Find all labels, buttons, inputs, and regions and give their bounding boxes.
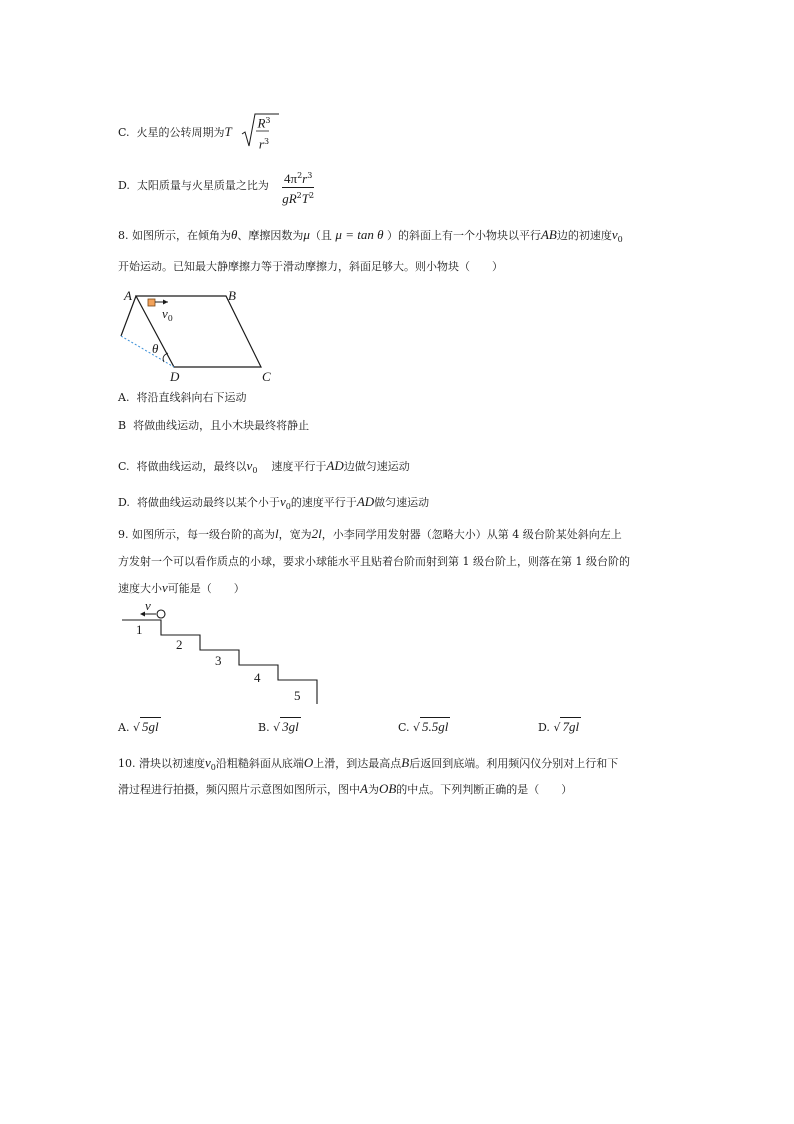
q8-stem-line2: 开始运动。已知最大静摩擦力等于滑动摩擦力，斜面足够大。则小物块（ ） <box>118 260 503 273</box>
q8-label-d: D <box>170 369 180 384</box>
q7-c-fraction: $R^3$ $r^3$ <box>257 115 271 152</box>
q7-option-d: D. 太阳质量与火星质量之比为 <box>118 179 269 192</box>
q7-option-c: C. 火星的公转周期为T <box>118 124 232 139</box>
q7-d-fraction: $4\pi^2r^3$ $gR^2T^2$ <box>282 168 314 207</box>
q8-label-v0: $v_0$ <box>162 306 173 324</box>
q8-option-a: A. 将沿直线斜向右下运动 <box>118 391 247 404</box>
q8-option-d: D. 将做曲线运动最终以某个小于$v_0$的速度平行于AD做匀速运动 <box>118 494 430 512</box>
q8-option-b: B 将做曲线运动，且小木块最终将静止 <box>118 419 310 432</box>
q9-label-v: v <box>145 598 151 613</box>
q10-stem-line2: 滑过程进行拍摄，频闪照片示意图如图所示，图中A为OB的中点。下列判断正确的是（ ） <box>118 781 573 796</box>
q8-option-c: C. 将做曲线运动，最终以$v_0$ 速度平行于AD边做匀速运动 <box>118 458 410 476</box>
q8-label-b: B <box>228 288 236 303</box>
q9-option-d: D. √ 7gl <box>538 719 580 734</box>
q9-stem-line2: 方发射一个可以看作质点的小球，要求小球能水平且贴着台阶而射到第 1 级台阶上，则落在第 1 级台阶的 <box>118 555 630 568</box>
q8-label-c: C <box>262 369 271 384</box>
q8-label-a: A <box>124 288 132 303</box>
q8-stem-line1: 8. 如图所示，在倾角为θ、摩擦因数为μ（且 μ = tan θ ）的斜面上有一个小物块以平行AB边的初速度$v_0$ <box>118 227 623 245</box>
q9-option-c: C. √ 5.5gl <box>398 719 449 734</box>
q9-option-a: A. √ 5gl <box>118 719 159 734</box>
q9-step-2: 2 <box>176 637 183 652</box>
q8-label-theta: θ <box>152 341 159 356</box>
q9-step-3: 3 <box>215 653 222 668</box>
q9-stem-line1: 9. 如图所示，每一级台阶的高为l，宽为2l，小李同学用发射器（忽略大小）从第 4 级台阶某处斜向左上 <box>118 526 622 541</box>
q9-stem-line3: 速度大小v可能是（ ） <box>118 580 245 595</box>
q9-step-5: 5 <box>294 688 301 703</box>
q9-step-4: 4 <box>254 670 261 685</box>
q8-incline-figure <box>116 285 286 385</box>
q10-stem-line1: 10. 滑块以初速度$v_0$沿粗糙斜面从底端O上滑，到达最高点B后返回到底端。利用频闪仪分别对上行和下 <box>118 755 619 773</box>
q9-step-1: 1 <box>136 622 143 637</box>
q9-option-b: B. √ 3gl <box>258 719 299 734</box>
